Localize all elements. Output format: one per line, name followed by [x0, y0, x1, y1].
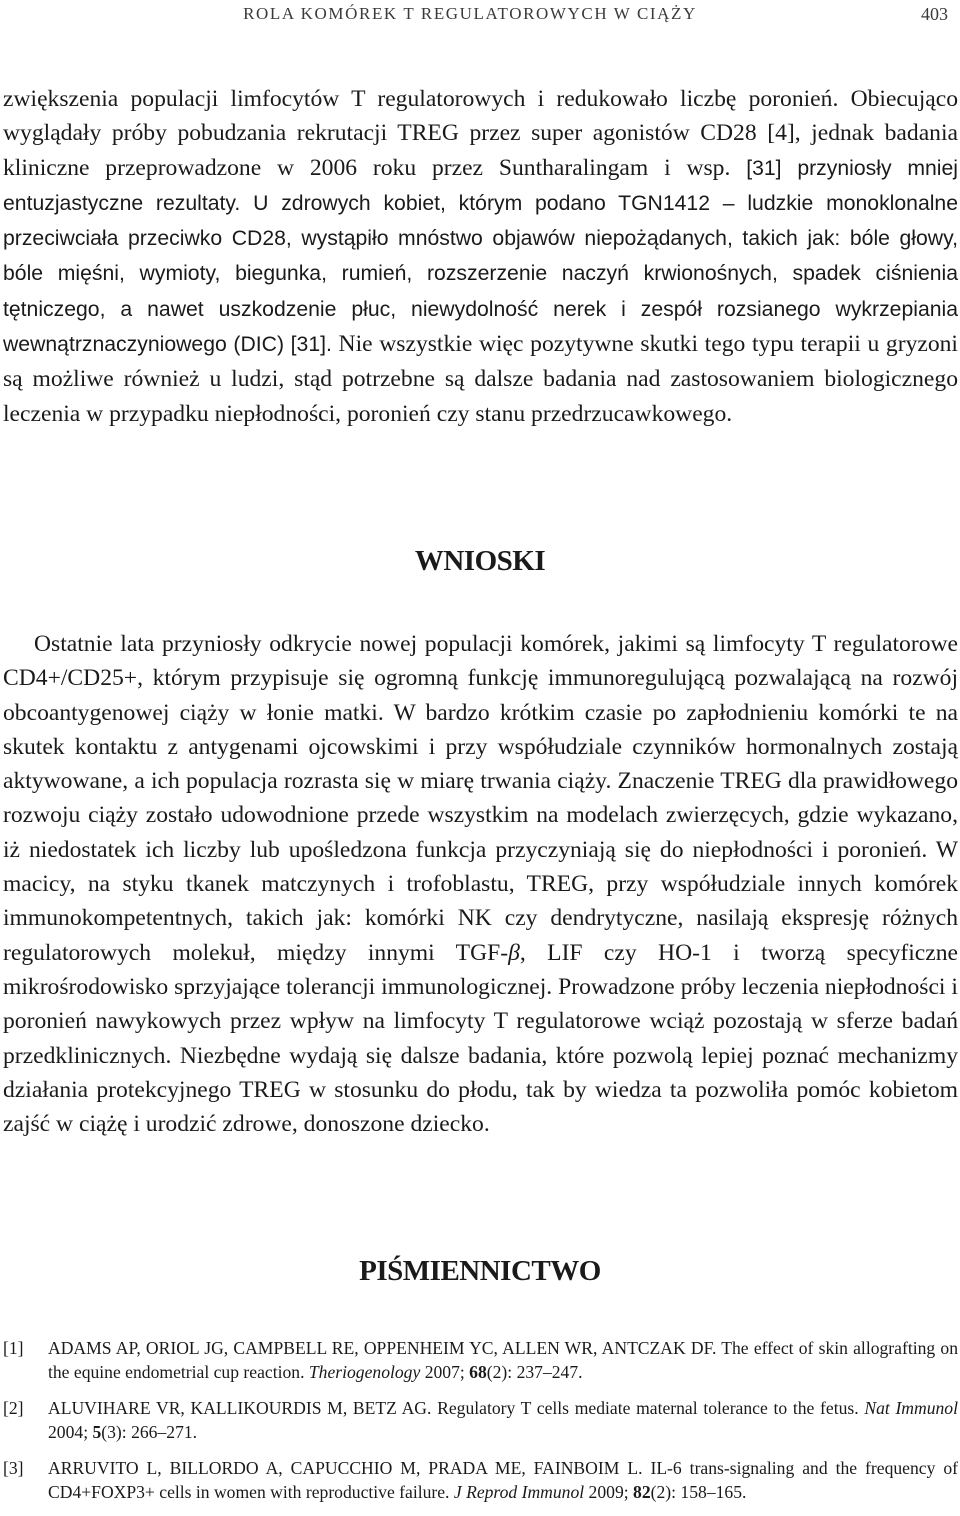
reference-volume: 68	[469, 1362, 487, 1382]
references-heading: PIŚMIENNICTWO	[359, 1255, 601, 1287]
reference-pages: (3): 266–271.	[101, 1422, 198, 1442]
reference-item	[3, 1456, 958, 1504]
reference-volume: 5	[92, 1422, 102, 1442]
reference-pages: (2): 158–165.	[650, 1482, 747, 1502]
reference-authors: ALUVIHARE VR, KALLIKOURDIS M, BETZ AG. Regulatory T cells mediate maternal tolerance to the fetus.	[48, 1398, 865, 1418]
conclusions-paragraph	[3, 627, 958, 1141]
beta-symbol: β	[508, 939, 520, 966]
conclusions-text-continued: , LIF czy HO-1 i tworzą specyficzne mikrośrodowisko sprzyjające tolerancji immunologicznej. Prowadzone próby leczenia niepłodności i poronień nawykowych przez wpływ na limfocyty T regulatorowe wciąż pozostają w sferze badań przedklinicznych. Niezbędne wydają się dalsze badania, które pozwolą lepiej poznać mechanizmy działania protekcyjnego TREG w stosunku do płodu, tak by wiedza ta pozwoliła pomóc kobietom zajść w ciążę i urodzić zdrowe, donoszone dziecko.	[3, 939, 958, 1138]
reference-authors: ARRUVITO L, BILLORDO A, CAPUCCHIO M, PRADA ME, FAINBOIM L. IL-6 trans-signaling and the frequency of CD4+FOXP3+ cells in women with reproductive failure.	[48, 1458, 958, 1502]
reference-item	[3, 1336, 958, 1384]
reference-year: 2009;	[584, 1482, 634, 1502]
reference-year: 2007;	[420, 1362, 470, 1382]
reference-item	[3, 1396, 958, 1444]
reference-number: [2]	[3, 1398, 24, 1418]
running-header	[0, 4, 960, 28]
reference-journal: J Reprod Immunol	[453, 1482, 585, 1502]
reference-pages: (2): 237–247.	[486, 1362, 583, 1382]
reference-journal: Nat Immunol	[864, 1398, 958, 1418]
reference-authors: ADAMS AP, ORIOL JG, CAMPBELL RE, OPPENHEIM YC, ALLEN WR, ANTCZAK DF. The effect of skin allografting on the equine endometrial cup reaction.	[48, 1338, 958, 1382]
paragraph-1-part-1: zwiększenia populacji limfocytów T regulatorowych i redukowało liczbę poronień. Obiecująco wyglądały próby pobudzania rekrutacji TREG przez super agonistów CD28 [4], jednak badania kliniczne przeprowadzone w 2006 roku przez Suntharalingam i wsp.	[3, 86, 958, 181]
body-paragraph-1	[3, 82, 958, 431]
paragraph-1-part-3: Nie wszystkie więc pozytywne skutki tego typu terapii u gryzoni są możliwe również u ludzi, stąd potrzebne są dalsze badania nad zastosowaniem biologicznego leczenia w przypadku niepłodności, poronień czy stanu przedrzucawkowego.	[3, 331, 958, 427]
reference-journal: Theriogenology	[308, 1362, 421, 1382]
page-number: 403	[921, 4, 948, 24]
reference-number: [1]	[3, 1338, 24, 1358]
conclusions-heading: WNIOSKI	[414, 545, 546, 577]
reference-list	[3, 1336, 958, 1516]
conclusions-text: Ostatnie lata przyniosły odkrycie nowej populacji komórek, jakimi są limfocyty T regulatorowe CD4+/CD25+, którym przypisuje się ogromną funkcję immunoregulującą pozwalającą na rozwój obcoantygenowej ciąży w łonie matki. W bardzo krótkim czasie po zapłodnieniu komórki te na skutek kontaktu z antygenami ojcowskimi i przy współudziale czynników hormonalnych zostają aktywowane, a ich populacja rozrasta się w miarę trwania ciąży. Znaczenie TREG dla prawidłowego rozwoju ciąży zostało udowodnione przede wszystkim na modelach zwierzęcych, gdzie wykazano, iż niedostatek ich liczby lub upośledzona funkcja przyczyniają się do niepłodności i poronień. W macicy, na styku tkanek matczynych i trofoblastu, TREG, przy współudziale innych komórek immunokompetentnych, takich jak: komórki NK czy dendrytyczne, nasilają ekspresję różnych regulatorowych molekuł, między innymi TGF-	[3, 631, 958, 966]
reference-number: [3]	[3, 1458, 24, 1478]
paragraph-1-part-2: [31] przyniosły mniej entuzjastyczne rezultaty. U zdrowych kobiet, którym podano TGN1412 – ludzkie monoklonalne przeciwciała przeciwko CD28, wystąpiło mnóstwo objawów niepożądanych, takich jak: bóle głowy, bóle mięśni, wymioty, biegunka, rumień, rozszerzenie naczyń krwionośnych, spadek ciśnienia tętniczego, a nawet uszkodzenie płuc, niewydolność nerek i zespół rozsianego wykrzepiania wewnątrznaczyniowego (DIC) [31].	[3, 156, 958, 357]
reference-volume: 82	[633, 1482, 651, 1502]
running-title: ROLA KOMÓREK T REGULATOROWYCH W CIĄŻY	[243, 4, 697, 23]
reference-year: 2004;	[48, 1422, 93, 1442]
